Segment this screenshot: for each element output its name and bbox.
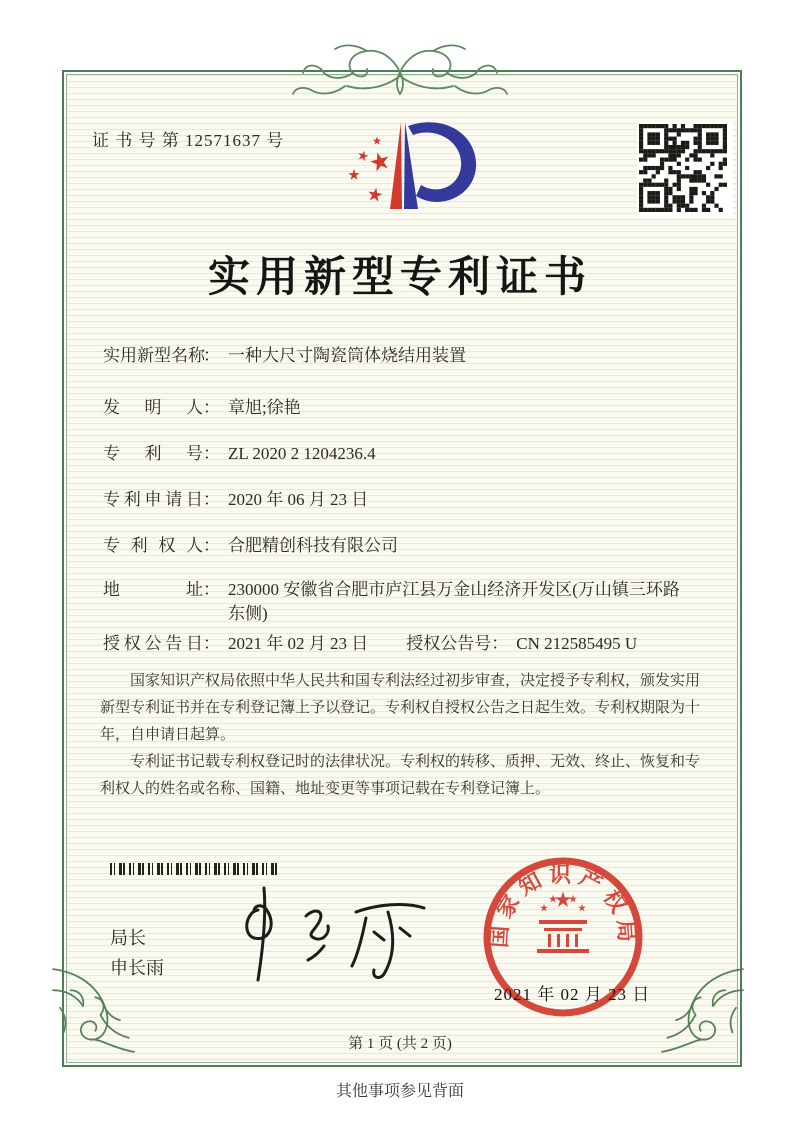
seal-text: 国家知识产权局 — [486, 861, 640, 949]
field-row-name — [103, 344, 466, 368]
colon: ： — [203, 444, 220, 463]
field-row-filing-date — [103, 488, 368, 512]
field-value: 2020 年 06 月 23 日 — [228, 490, 369, 509]
grant-no-value: CN 212585495 U — [516, 634, 638, 653]
grant-date-value: 2021 年 02 月 23 日 — [228, 634, 369, 653]
field-label: 授权公告号 — [406, 634, 492, 653]
commissioner-name: 申长雨 — [110, 958, 164, 978]
qr-code-icon — [637, 122, 733, 218]
colon: ： — [203, 490, 220, 509]
field-value: 章旭;徐艳 — [228, 398, 301, 417]
flourish-top-icon — [283, 40, 517, 100]
field-label: 专利权人 — [103, 536, 203, 555]
colon: ： — [203, 346, 220, 365]
field-row-grant — [103, 632, 637, 656]
legal-text — [100, 668, 708, 803]
seal-date: 2021 年 02 月 23 日 — [494, 985, 651, 1004]
field-label: 发明人 — [103, 398, 203, 417]
colon: ： — [203, 580, 220, 599]
svg-text:国家知识产权局 — [486, 862, 640, 949]
corner-ornament-right-icon — [655, 958, 750, 1070]
field-label: 专利号 — [103, 444, 203, 463]
field-label: 地址 — [103, 580, 203, 599]
barcode-icon — [110, 863, 280, 875]
national-emblem-icon — [537, 892, 589, 954]
page-number: 第 1 页 (共 2 页) — [348, 1036, 452, 1052]
certificate-title: 实用新型专利证书 — [207, 255, 592, 301]
back-note: 其他事项参见背面 — [335, 1083, 464, 1100]
signature-icon — [228, 882, 438, 987]
certificate-number: 证 书 号 第 12571637 号 — [92, 131, 285, 150]
field-label: 实用新型名称 — [103, 346, 205, 365]
field-row-patent-no — [103, 442, 376, 466]
field-value: 合肥精创科技有限公司 — [228, 536, 398, 555]
legal-paragraph: 专利证书记载专利权登记时的法律状况。专利权的转移、质押、无效、终止、恢复和专利权人的姓名或名称、国籍、地址变更等事项记载在专利登记簿上。 — [100, 754, 701, 797]
field-row-patentee — [103, 534, 398, 558]
field-row-inventor — [103, 396, 301, 420]
colon: ： — [203, 536, 220, 555]
commissioner-title: 局长 — [110, 928, 146, 948]
colon: ： — [203, 634, 220, 653]
field-row-address — [103, 578, 680, 626]
cnipa-logo-icon — [330, 112, 490, 224]
field-label: 授权公告日 — [103, 634, 203, 653]
field-label: 专利申请日 — [103, 490, 203, 509]
field-value: 230000 安徽省合肥市庐江县万金山经济开发区(万山镇三环路东侧) — [228, 580, 680, 623]
colon: ： — [203, 398, 220, 417]
legal-paragraph: 国家知识产权局依照中华人民共和国专利法经过初步审查，决定授予专利权，颁发实用新型专利证书并在专利登记簿上予以登记。专利权自授权公告之日起生效。专利权期限为十年，自申请日起算。 — [100, 673, 701, 743]
field-value: ZL 2020 2 1204236.4 — [228, 444, 376, 463]
colon: ： — [491, 634, 509, 653]
field-value: 一种大尺寸陶瓷筒体烧结用装置 — [228, 346, 466, 365]
